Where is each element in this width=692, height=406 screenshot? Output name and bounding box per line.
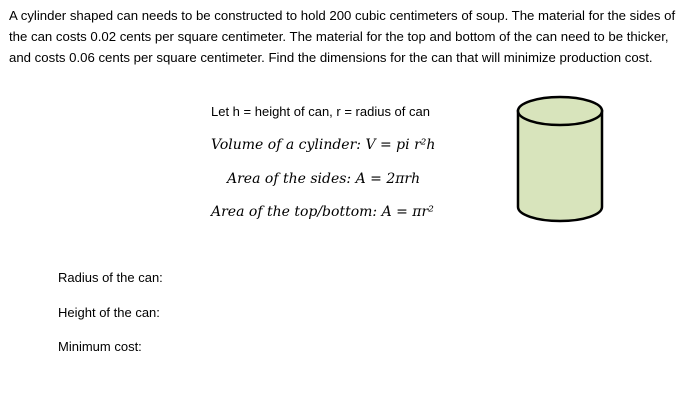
cylinder-top	[518, 97, 602, 125]
cost-answer-label: Minimum cost:	[58, 339, 142, 354]
top-bottom-area-formula: Area of the top/bottom: A = πr²	[211, 204, 434, 220]
radius-answer-label: Radius of the can:	[58, 270, 163, 285]
volume-formula: Volume of a cylinder: V = pi r²h	[211, 137, 436, 153]
cylinder-illustration	[516, 95, 604, 225]
height-answer-label: Height of the can:	[58, 305, 160, 320]
problem-statement: A cylinder shaped can needs to be constructed to hold 200 cubic centimeters of soup. The material for the sides of the can costs 0.02 cents per square centimeter. The material for the top and bottom of the can need to be thicker, and costs 0.06 cents per square centimeter. Find the dimensions for the can that will minimize production cost.	[9, 8, 676, 65]
cylinder-body	[518, 111, 602, 221]
sides-area-formula: Area of the sides: A = 2πrh	[227, 171, 421, 187]
variable-definitions: Let h = height of can, r = radius of can	[211, 104, 430, 119]
